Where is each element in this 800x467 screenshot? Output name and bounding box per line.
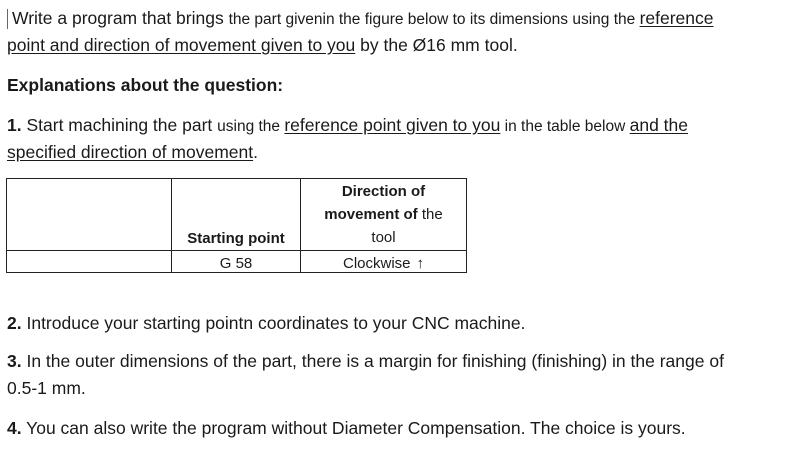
item-3-line-2: [7, 378, 86, 399]
table-value-empty-cell: [7, 251, 172, 273]
item-1-link-direction: specified direction of movement: [7, 142, 254, 162]
intro-text-1: Write a program that brings: [12, 8, 229, 28]
direction-label-line-3: tool: [371, 229, 396, 246]
item-1-text-a: Start machining the part: [21, 115, 218, 135]
text-cursor: [7, 9, 8, 29]
table-header-direction: [301, 179, 467, 251]
item-4-number: 4.: [7, 418, 22, 438]
direction-label-line-1: Direction of: [341, 183, 426, 200]
item-1-text-c: in the table below: [500, 118, 630, 135]
intro-link-reference: reference: [639, 8, 714, 28]
item-1-line-1: [7, 115, 688, 136]
intro-link-point-direction: point and direction of movement given to you: [7, 35, 356, 55]
intro-text-2: the part givenin the figure below to its dimensions using the: [228, 11, 640, 28]
item-1-link-reference-point: reference point given to you: [284, 115, 501, 135]
starting-point-label: Starting point: [187, 230, 285, 247]
intro-line-2: [7, 35, 518, 56]
item-1-line-2: [7, 142, 258, 163]
direction-label-line-2-rest: the: [417, 206, 443, 223]
start-point-table: [6, 178, 467, 273]
item-4-text: You can also write the program without Diameter Compensation. The choice is yours.: [21, 418, 686, 438]
item-3-line-1: [7, 351, 724, 372]
table-value-direction: [301, 251, 467, 273]
intro-line-1: [12, 8, 714, 29]
item-2-text: Introduce your starting pointn coordinates to your CNC machine.: [21, 313, 526, 333]
item-2: [7, 313, 525, 334]
explanations-heading-text: Explanations about the question:: [7, 75, 284, 95]
direction-label-line-2-bold: movement of: [324, 206, 418, 223]
table-value-row: [7, 251, 467, 273]
intro-text-3: by the Ø16 mm tool.: [355, 35, 518, 55]
item-4: [7, 418, 686, 439]
table-header-empty-cell: [7, 179, 172, 251]
item-1-period: .: [253, 142, 258, 162]
explanations-heading: [7, 75, 283, 96]
item-2-number: 2.: [7, 313, 22, 333]
item-1-link-and-the: and the: [629, 115, 688, 135]
item-1-text-b: using the: [217, 118, 285, 135]
item-3-text-line-1: In the outer dimensions of the part, there is a margin for finishing (finishing) in the range of: [21, 351, 724, 371]
direction-value: Clockwise: [342, 255, 411, 272]
table-value-starting-point: [172, 251, 301, 273]
item-3-text-line-2: 0.5-1 mm.: [7, 378, 86, 398]
table-header-starting-point: [172, 179, 301, 251]
item-1-number: 1.: [7, 115, 22, 135]
up-arrow-icon: ↑: [416, 255, 424, 272]
table-header-row: [7, 179, 467, 251]
starting-point-value: G 58: [219, 255, 253, 272]
item-3-number: 3.: [7, 351, 22, 371]
